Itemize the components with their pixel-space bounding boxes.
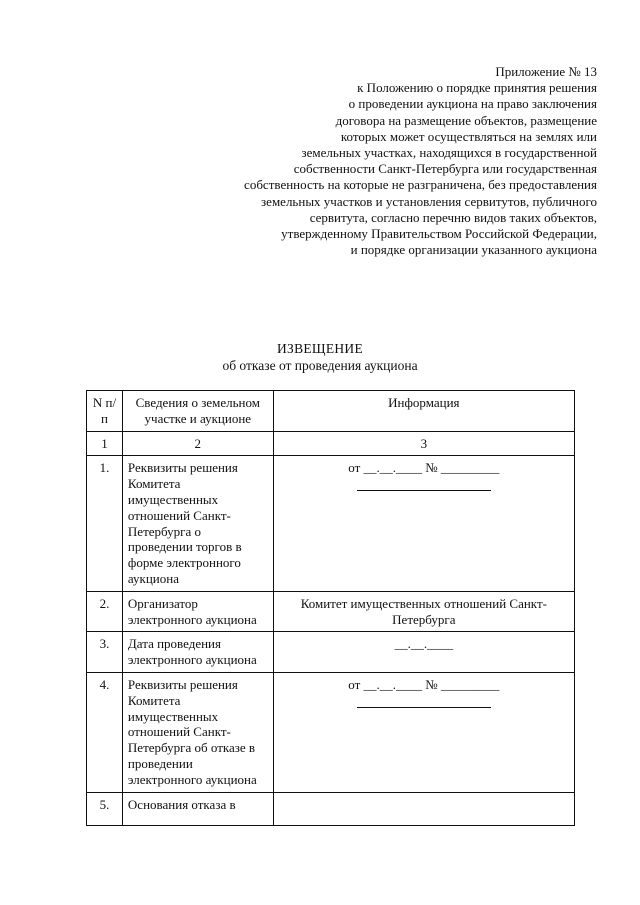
row-num: 4. [87, 672, 123, 792]
appendix-line: договора на размещение объектов, размещение [335, 112, 597, 128]
column-number: 1 [87, 431, 123, 456]
appendix-block [177, 64, 597, 258]
appendix-line: земельных участках, находящихся в государственной [301, 145, 597, 161]
table-row [87, 672, 575, 792]
appendix-line: собственности Санкт-Петербурга или государственная [293, 161, 597, 177]
appendix-line: сервитута, согласно перечню видов таких объектов, [309, 209, 597, 225]
row-value: __.__.____ [273, 632, 574, 673]
row-value [273, 792, 574, 825]
row-label: Основания отказа в [122, 792, 273, 825]
column-number-row [87, 431, 575, 456]
table-header-row [87, 391, 575, 432]
notice-title: ИЗВЕЩЕНИЕ [276, 341, 364, 356]
appendix-line: Приложение № 13 [495, 64, 597, 79]
column-number: 2 [122, 431, 273, 456]
row-value: от __.__.____ № _________ [348, 676, 500, 692]
table-row [87, 792, 575, 825]
appendix-line: собственность на которые не разграничена, без предоставления [244, 177, 597, 193]
row-num: 5. [87, 792, 123, 825]
row-num: 1. [87, 456, 123, 591]
row-num: 3. [87, 632, 123, 673]
notice-subtitle: об отказе от проведения аукциона [222, 358, 418, 373]
row-label: Организатор электронного аукциона [122, 591, 273, 632]
header-info: Информация [273, 391, 574, 432]
notice-table [86, 390, 575, 826]
row-label: Реквизиты решения Комитета имущественных отношений Санкт-Петербурга об отказе в проведении электронного аукциона [122, 672, 273, 792]
row-label: Дата проведения электронного аукциона [122, 632, 273, 673]
signature-blank-line [357, 697, 491, 708]
table-row [87, 456, 575, 591]
appendix-line: которых может осуществляться на землях или [340, 128, 597, 144]
appendix-line: утвержденному Правительством Российской Федерации, [281, 226, 597, 242]
appendix-line: и порядке организации указанного аукциона [350, 242, 597, 258]
table-row [87, 591, 575, 632]
row-num: 2. [87, 591, 123, 632]
column-number: 3 [273, 431, 574, 456]
row-value: Комитет имущественных отношений Санкт-Петербурга [273, 591, 574, 632]
row-label: Реквизиты решения Комитета имущественных отношений Санкт-Петербурга о проведении торгов в форме электронного аукциона [122, 456, 273, 591]
table-row [87, 632, 575, 673]
header-num: N п/п [87, 391, 123, 432]
row-value-cell [273, 456, 574, 591]
header-info-about: Сведения о земельном участке и аукционе [122, 391, 273, 432]
signature-blank-line [357, 480, 491, 491]
row-value-cell [273, 672, 574, 792]
row-value: от __.__.____ № _________ [348, 460, 500, 476]
appendix-line: о проведении аукциона на право заключения [348, 96, 597, 112]
notice-heading [0, 340, 640, 374]
appendix-line: к Положению о порядке принятия решения [357, 80, 597, 96]
appendix-line: земельных участков и установления сервитутов, публичного [261, 193, 597, 209]
